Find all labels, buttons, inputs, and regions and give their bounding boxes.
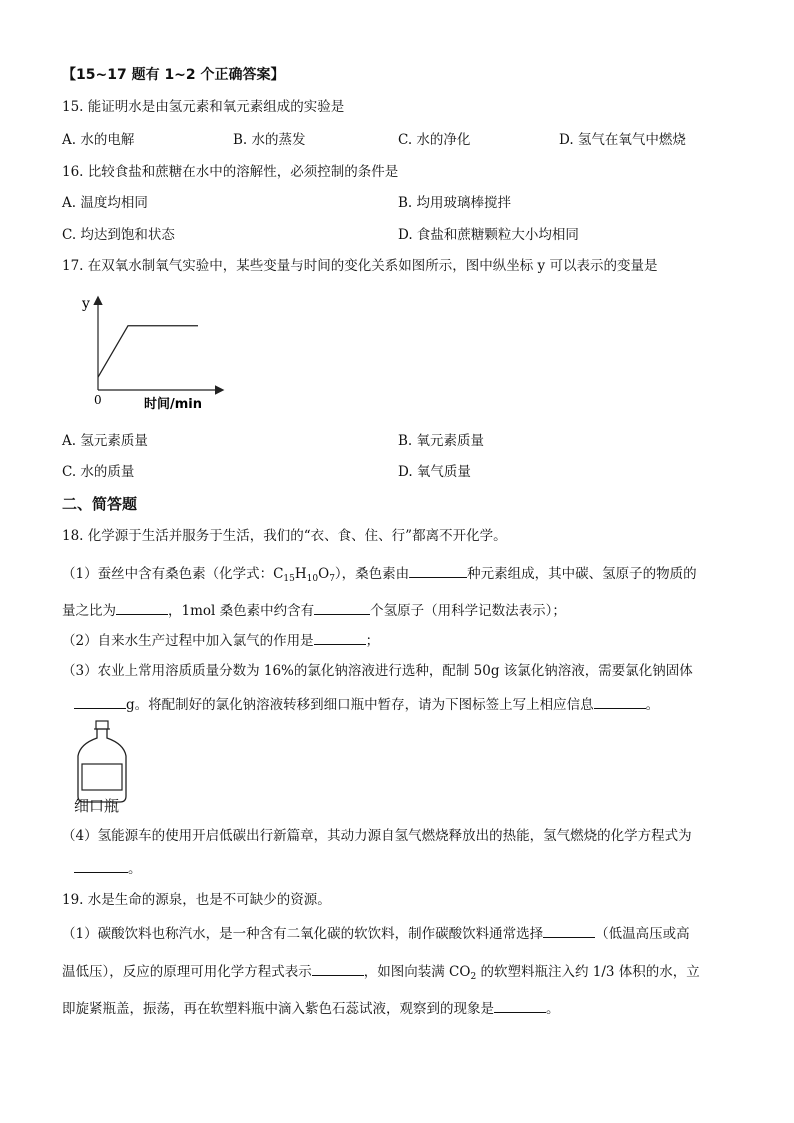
q18-p1-text-d: 量之比为 [62, 603, 116, 619]
q17-stem: 17. 在双氧水制氧气实验中，某些变量与时间的变化关系如图所示，图中纵坐标 y 可以表示的变量是 [62, 258, 658, 274]
section2-title: 二、简答题 [62, 495, 138, 513]
y-axis-label: y [82, 296, 90, 312]
answer-blank-nacl-mass[interactable] [74, 694, 126, 709]
sub-7: 7 [329, 574, 335, 584]
q16-option-d: D. 食盐和蔗糖颗粒大小均相同 [398, 227, 579, 243]
q18-o: O [318, 566, 330, 582]
q18-part3-line1: （3）农业上常用溶质质量分数为 16%的氯化钠溶液进行选种，配制 50g 该氯化钠溶液，需要氯化钠固体 [62, 663, 693, 679]
q17-option-c: C. 水的质量 [62, 464, 135, 480]
q18-part4-line1: （4）氢能源车的使用开启低碳出行新篇章，其动力源自氢气燃烧释放出的热能，氢气燃烧的化学方程式为 [62, 828, 692, 844]
answer-blank-equation[interactable] [74, 858, 128, 873]
bottle-label-area[interactable] [82, 764, 122, 790]
q15-option-d: D. 氢气在氧气中燃烧 [559, 132, 686, 148]
q18-part2 [62, 630, 379, 650]
answer-blank-label[interactable] [594, 694, 646, 709]
q19-p1-text-b: （低温高压或高 [595, 926, 690, 942]
q17-option-d: D. 氧气质量 [398, 464, 471, 480]
q18-part4-line2 [74, 858, 142, 878]
q16-option-a: A. 温度均相同 [62, 195, 148, 211]
sub-10: 10 [306, 574, 319, 584]
sub-15: 15 [283, 574, 295, 584]
q18-p2-text-b: ； [365, 633, 380, 649]
q18-p3-text-b: g。将配制好的氯化钠溶液转移到细口瓶中暂存，请为下图标签上写上相应信息 [126, 697, 594, 713]
q15-stem: 15. 能证明水是由氢元素和氧元素组成的实验是 [62, 99, 345, 115]
q17-graph [62, 290, 242, 420]
answer-blank-chlorine[interactable] [314, 630, 366, 645]
sub-2: 2 [470, 972, 477, 982]
q19-p1-text-e: 的软塑料瓶注入约 1/3 体积的水，立 [476, 964, 700, 980]
q19-part1-line1 [62, 923, 690, 943]
q19-part1-line2 [62, 961, 700, 981]
answer-blank-ratio[interactable] [116, 600, 168, 615]
q15-option-a: A. 水的电解 [62, 132, 135, 148]
q15-option-c: C. 水的净化 [398, 132, 471, 148]
narrow-mouth-bottle-icon [72, 718, 132, 808]
q19-p1-text-c: 温低压），反应的原理可用化学方程式表示 [62, 964, 312, 980]
q18-p1-text-c: 种元素组成，其中碳、氢原子的物质的 [467, 566, 697, 582]
q18-p2-text-a: （2）自来水生产过程中加入氯气的作用是 [62, 633, 314, 649]
q19-p1-text-d: ，如图向装满 CO [363, 964, 471, 980]
q18-p1-text-f: 个氢原子（用科学记数法表示）； [370, 603, 566, 619]
answer-blank-hydrogen-atoms[interactable] [314, 600, 370, 615]
q18-part1-line2 [62, 600, 566, 620]
q18-p1-text-a: （1）蚕丝中含有桑色素（化学式：C [62, 566, 284, 582]
bottle-caption: 细口瓶 [74, 797, 120, 815]
q16-option-b: B. 均用玻璃棒搅拌 [398, 195, 512, 211]
answer-blank-condition[interactable] [543, 923, 595, 938]
q15-option-b: B. 水的蒸发 [233, 132, 306, 148]
q17-option-b: B. 氧元素质量 [398, 433, 485, 449]
q18-p1-text-b: ），桑色素由 [334, 566, 410, 582]
origin-label: 0 [94, 393, 102, 407]
answer-blank-phenomenon[interactable] [494, 998, 546, 1013]
answer-blank-reaction[interactable] [312, 961, 364, 976]
q19-p1-text-f: 即旋紧瓶盖，振荡，再在软塑料瓶中滴入紫色石蕊试液，观察到的现象是 [62, 1001, 494, 1017]
q16-option-c: C. 均达到饱和状态 [62, 227, 175, 243]
q19-p1-text-g: 。 [546, 1001, 560, 1017]
q18-p3-text-c: 。 [645, 697, 660, 713]
q16-stem: 16. 比较食盐和蔗糖在水中的溶解性，必须控制的条件是 [62, 164, 399, 180]
answer-blank-elements[interactable] [409, 563, 467, 578]
q17-option-a: A. 氢元素质量 [62, 433, 148, 449]
series-line-0 [98, 326, 198, 377]
q19-part1-line3 [62, 998, 560, 1018]
q18-p4-text-b: 。 [128, 861, 142, 877]
q18-part3-line2 [74, 694, 659, 714]
q18-p1-text-e: ，1mol 桑色素中约含有 [168, 603, 315, 619]
q18-stem: 18. 化学源于生活并服务于生活，我们的“衣、食、住、行”都离不开化学。 [62, 528, 507, 544]
section-header: 【15~17 题有 1~2 个正确答案】 [62, 67, 285, 83]
q18-part1-line1 [62, 563, 697, 583]
series-line-group [98, 326, 198, 377]
q18-h: H [294, 566, 307, 582]
q19-p1-text-a: （1）碳酸饮料也称汽水，是一种含有二氧化碳的软饮料，制作碳酸饮料通常选择 [62, 926, 544, 942]
x-axis-label: 时间/min [144, 397, 203, 412]
q19-stem: 19. 水是生命的源泉，也是不可缺少的资源。 [62, 892, 331, 908]
